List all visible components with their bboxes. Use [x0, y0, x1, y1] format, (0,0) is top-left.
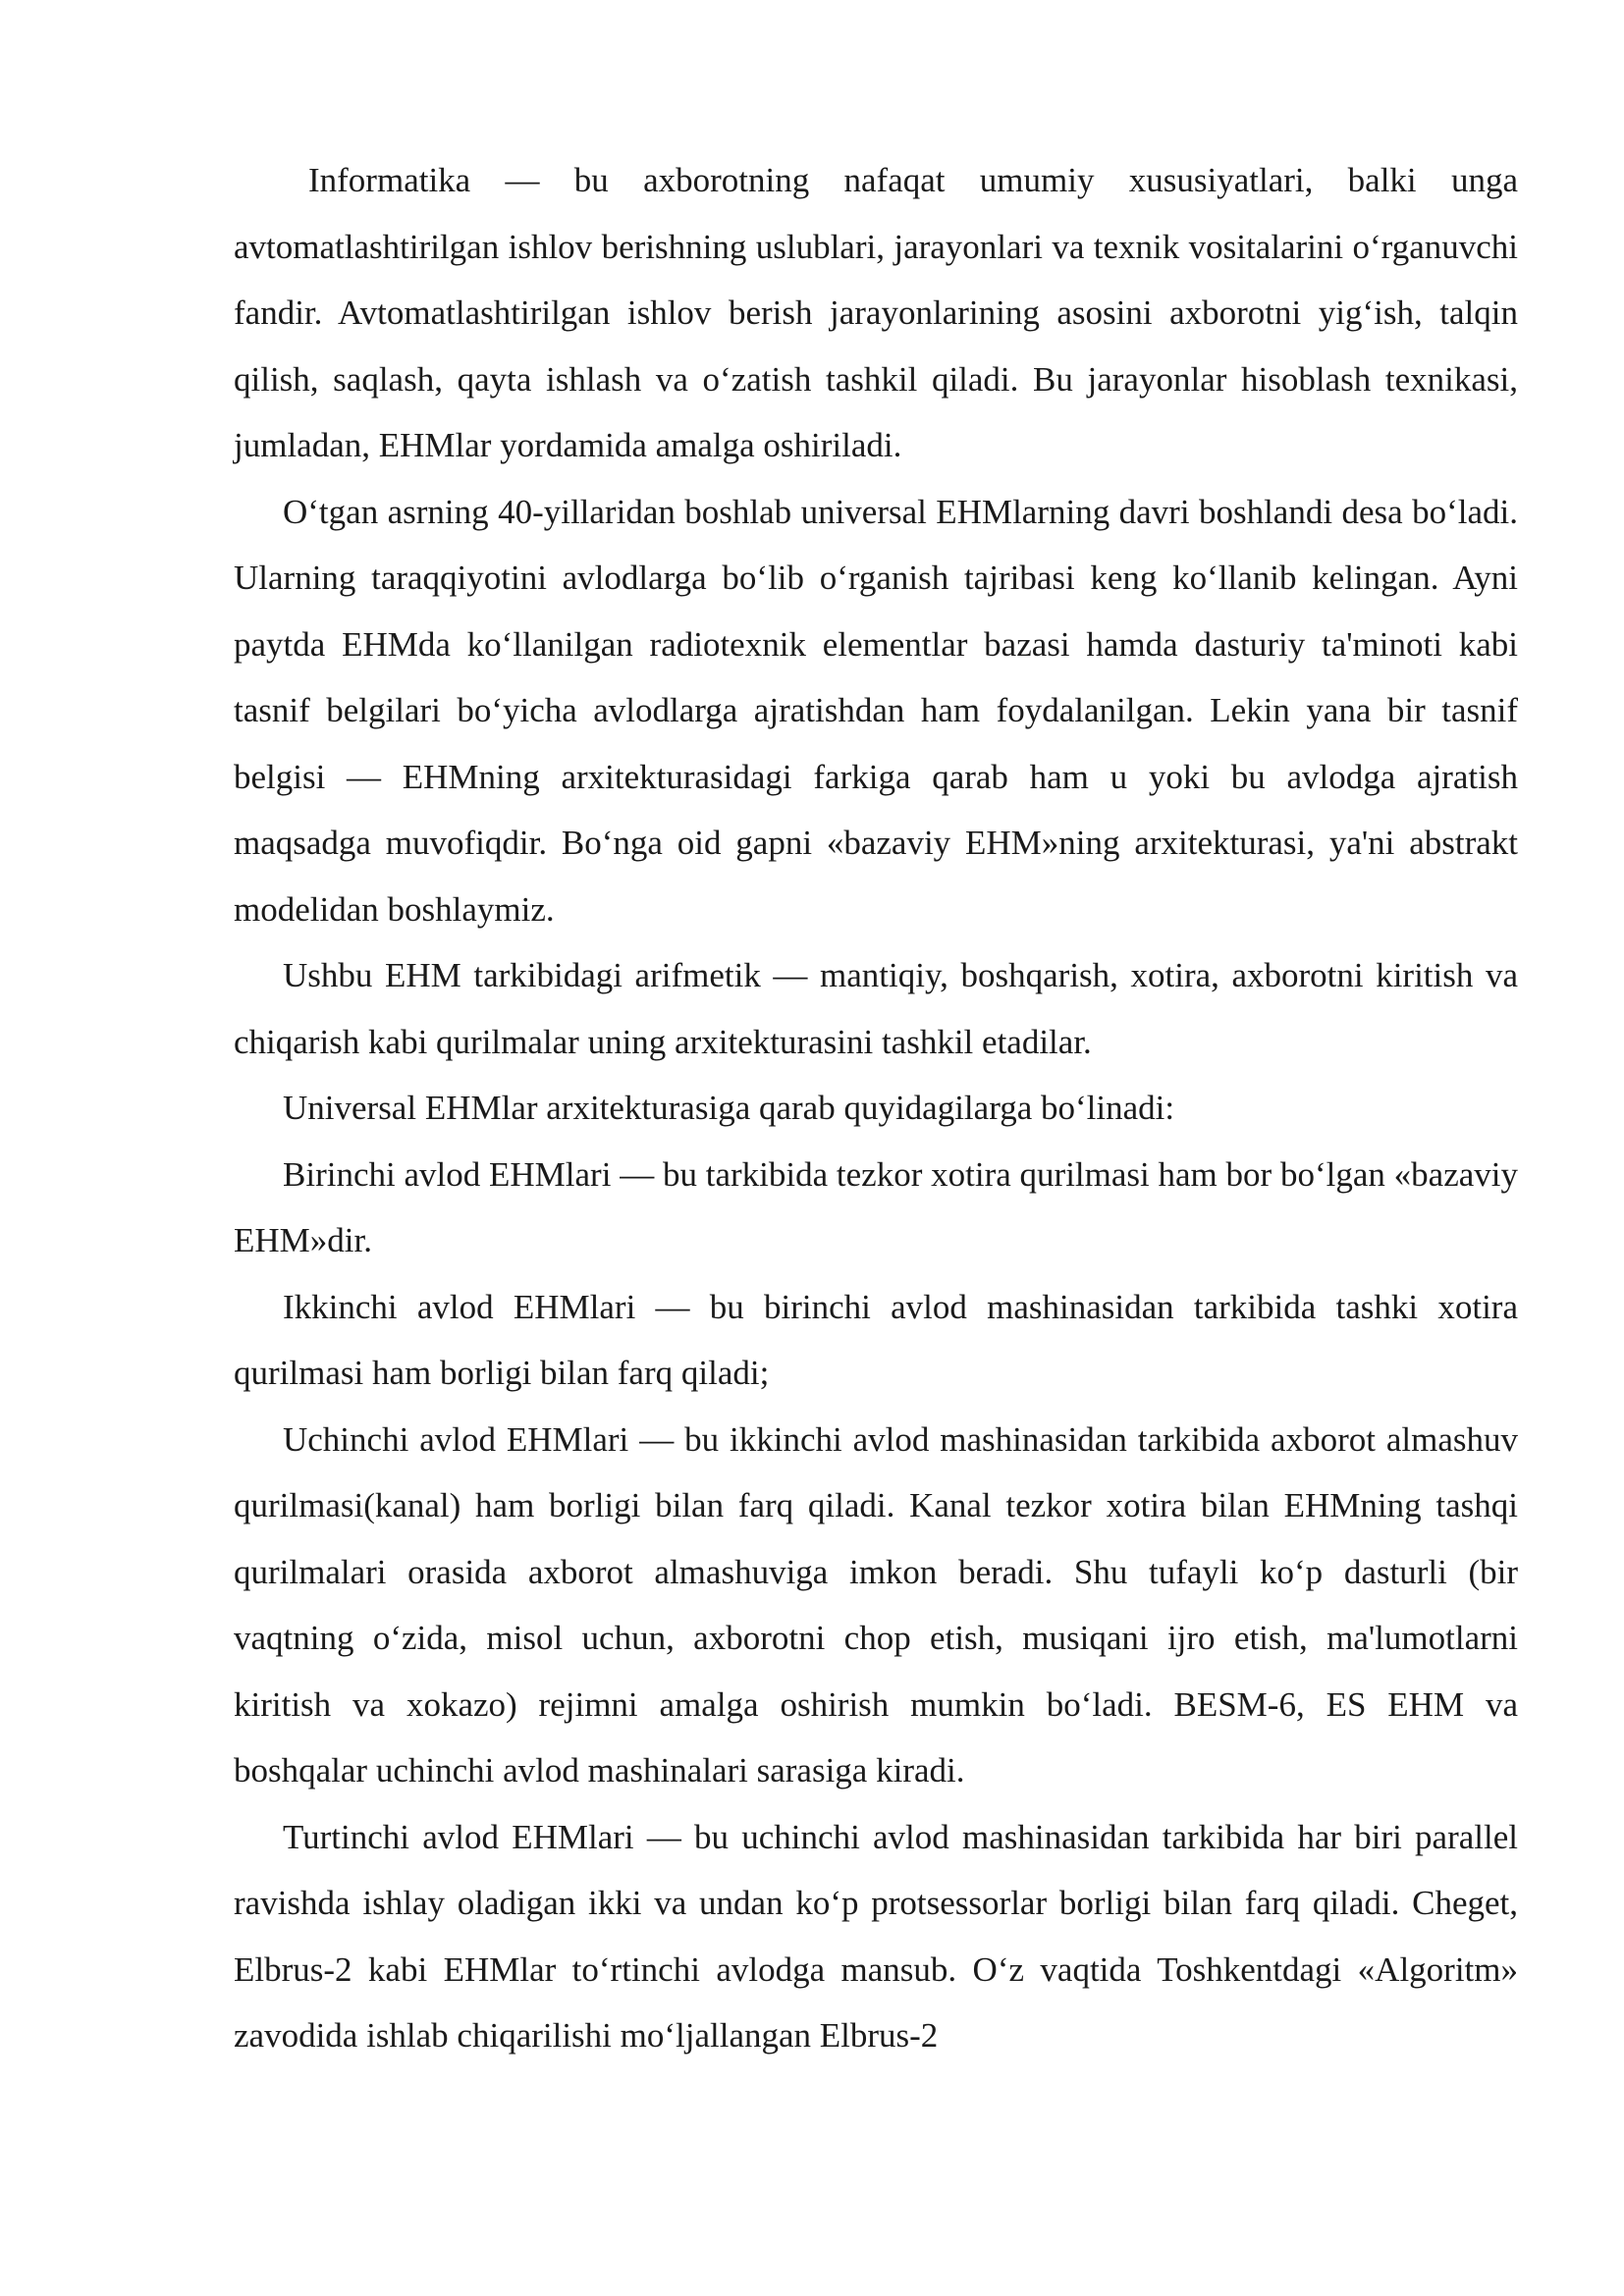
paragraph-ehm-generations-intro: O‘tgan asrning 40-yillaridan boshlab universal EHMlarning davri boshlandi desa bo‘ladi. Ularning taraqqiyotini avlodlarga bo‘lib o‘rganish tajribasi keng ko‘llanib kelingan. Ayni paytda EHMda ko‘llanilgan radiotexnik elementlar bazasi hamda dasturiy ta'minoti kabi tasnif belgilari bo‘yicha avlodlarga ajratishdan ham foydalanilgan. Lekin yana bir tasnif belgisi — EHMning arxitekturasidagi farkiga qarab ham u yoki bu avlodga ajratish maqsadga muvofiqdir. Bo‘nga oid gapni «bazaviy EHM»ning arxitekturasi, ya'ni abstrakt modelidan boshlaymiz. — [234, 492, 1518, 929]
paragraph-first-generation: Birinchi avlod EHMlari — bu tarkibida tezkor xotira qurilmasi ham bor bo‘lgan «bazaviy EHM»dir. — [234, 1154, 1518, 1259]
paragraph-informatika-definition: Informatika — bu axborotning nafaqat umumiy xususiyatlari, balki unga avtomatlashtirilgan ishlov berishning uslublari, jarayonlari va texnik vositalarini o‘rganuvchi fandir. Avtomatlashtirilgan ishlov berish jarayonlarining asosini axborotni yig‘ish, talqin qilish, saqlash, qayta ishlash va o‘zatish tashkil qiladi. Bu jarayonlar hisoblash texnikasi, jumladan, EHMlar yordamida amalga oshiriladi. — [234, 161, 1518, 464]
paragraph-classification-heading: Universal EHMlar arxitekturasiga qarab quyidagilarga bo‘linadi: — [283, 1089, 1175, 1127]
document-page — [234, 147, 1518, 2069]
paragraph-fourth-generation: Turtinchi avlod EHMlari — bu uchinchi avlod mashinasidan tarkibida har biri parallel ravishda ishlay oladigan ikki va undan ko‘p protsessorlar borligi bilan farq qiladi. Cheget, Elbrus-2 kabi EHMlar to‘rtinchi avlodga mansub. O‘z vaqtida Toshkentdagi «Algoritm» zavodida ishlab chiqarilishi mo‘ljallangan Elbrus-2 — [234, 1817, 1518, 2055]
paragraph-third-generation: Uchinchi avlod EHMlari — bu ikkinchi avlod mashinasidan tarkibida axborot almashuv qurilmasi(kanal) ham borligi bilan farq qiladi. Kanal tezkor xotira bilan EHMning tashqi qurilmalari orasida axborot almashuviga imkon beradi. Shu tufayli ko‘p dasturli (bir vaqtning o‘zida, misol uchun, axborotni chop etish, musiqani ijro etish, ma'lumotlarni kiritish va xokazo) rejimni amalga oshirish mumkin bo‘ladi. BESM-6, ES EHM va boshqalar uchinchi avlod mashinalari sarasiga kiradi. — [234, 1419, 1518, 1789]
paragraph-second-generation: Ikkinchi avlod EHMlari — bu birinchi avlod mashinasidan tarkibida tashki xotira qurilmasi ham borligi bilan farq qiladi; — [234, 1287, 1518, 1392]
paragraph-ehm-architecture: Ushbu EHM tarkibidagi arifmetik — mantiqiy, boshqarish, xotira, axborotni kiritish va chiqarish kabi qurilmalar uning arxitekturasini tashkil etadilar. — [234, 956, 1518, 1061]
